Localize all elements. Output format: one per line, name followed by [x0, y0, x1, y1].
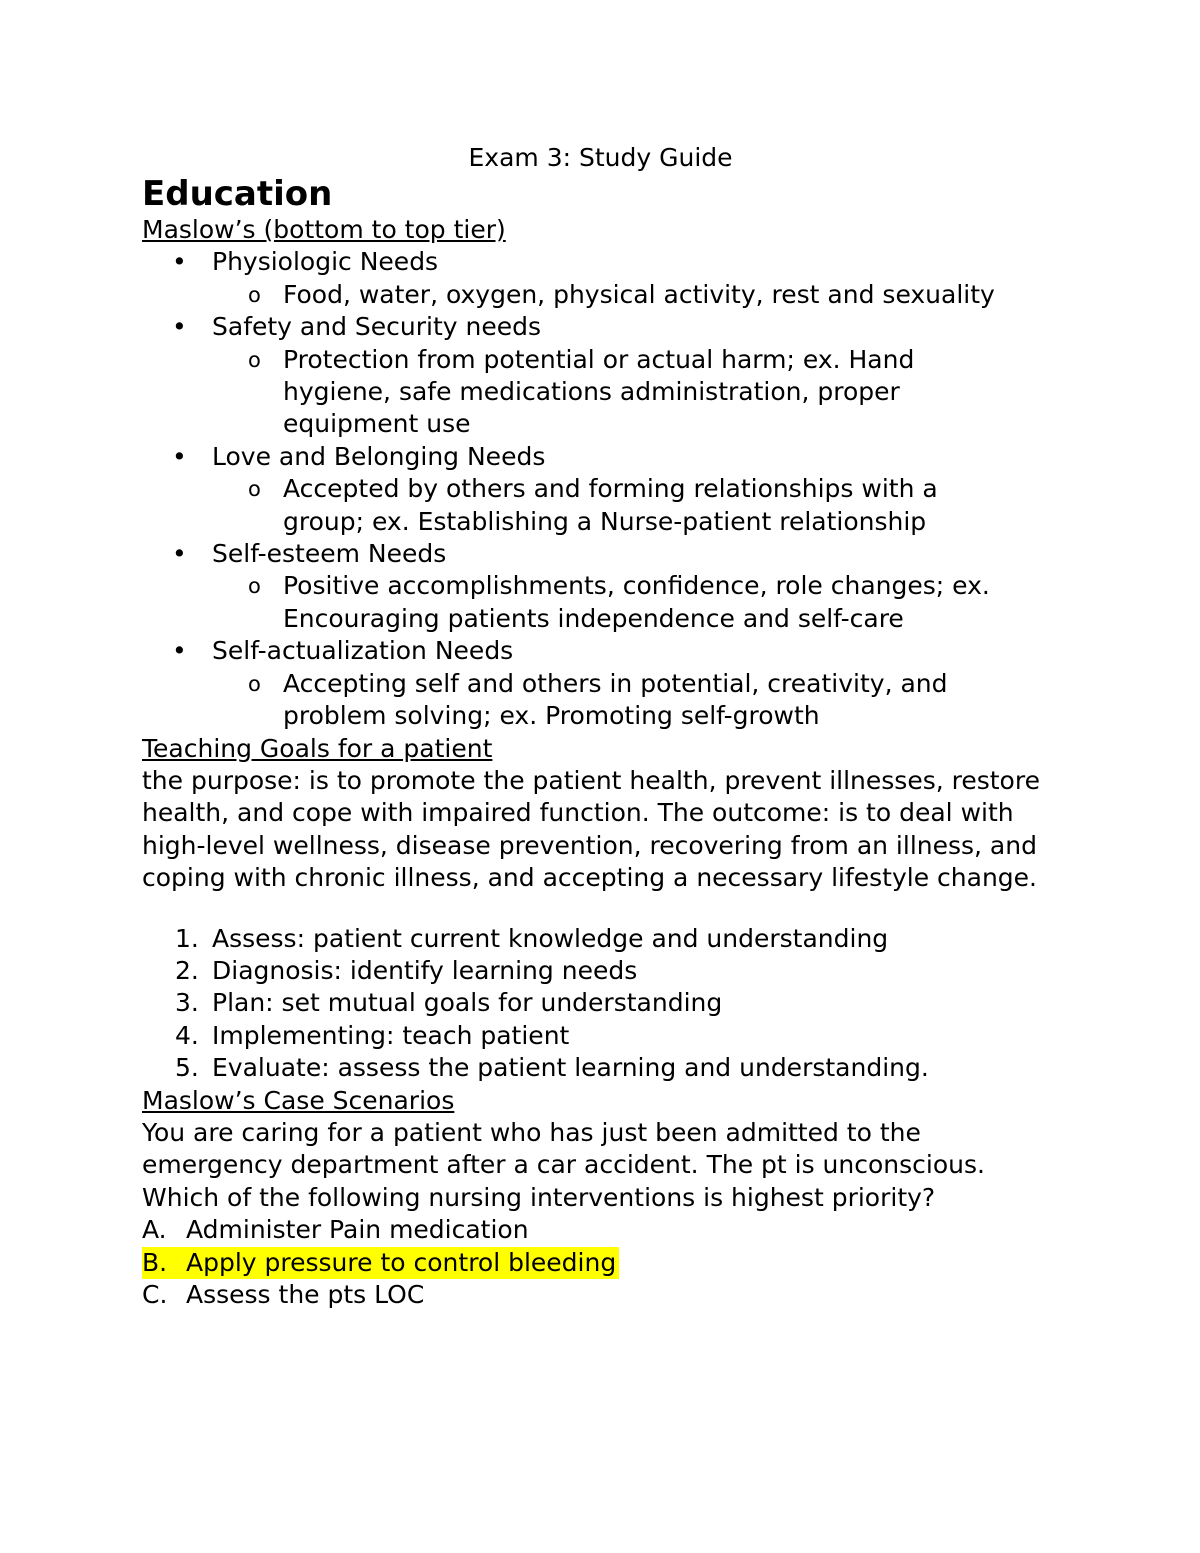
bullet-icon: • [172, 312, 187, 342]
list-item [142, 1020, 1042, 1052]
circle-bullet-icon: o [248, 574, 261, 599]
tier-detail: Food, water, oxygen, physical activity, rest and sexuality [283, 279, 995, 309]
tier-detail: Positive accomplishments, confidence, role changes; ex. Encouraging patients independence and self-care [283, 571, 990, 633]
tier-label: Physiologic Needs [212, 247, 439, 277]
step-number: 1. [175, 923, 199, 953]
document-body [142, 214, 1042, 1311]
option-text: Assess the pts LOC [186, 1280, 425, 1309]
tier-detail: Accepting self and others in potential, creativity, and problem solving; ex. Promoting self-growth [283, 668, 948, 731]
option-letter: C. [142, 1280, 168, 1309]
list-item [212, 668, 1023, 733]
list-item [142, 987, 1042, 1019]
answer-options [142, 1214, 1042, 1311]
tier-detail: Protection from potential or actual harm; ex. Hand hygiene, safe medications administration, proper equipment use [283, 344, 915, 439]
list-item [142, 311, 1042, 441]
scenario-question: You are caring for a patient who has just been admitted to the emergency department after a car accident. The pt is unconscious. Which of the following nursing interventions is highest priority? [142, 1117, 985, 1212]
maslow-subheading: Maslow’s (bottom to top tier) [142, 215, 506, 244]
section-heading-education: Education [142, 174, 333, 214]
list-item [212, 570, 1023, 635]
blank-line [142, 895, 1042, 923]
circle-bullet-icon: o [248, 282, 261, 307]
document-title: Exam 3: Study Guide [468, 143, 733, 172]
tier-detail-list [212, 473, 1042, 538]
list-item [142, 538, 1042, 635]
circle-bullet-icon: o [248, 477, 261, 502]
circle-bullet-icon: o [248, 671, 261, 696]
bullet-icon: • [172, 539, 187, 569]
step-text: Evaluate: assess the patient learning and understanding. [212, 1053, 929, 1083]
tier-detail-list [212, 279, 1042, 311]
step-text: Implementing: teach patient [212, 1020, 570, 1050]
list-item [212, 473, 1023, 538]
tier-detail-list [212, 668, 1042, 733]
teaching-paragraph: the purpose: is to promote the patient health, prevent illnesses, restore health, and cope with impaired function. The outcome: is to deal with high-level wellness, disease prevention, recovering from an illness, and coping with chronic illness, and accepting a necessary lifestyle change. [142, 765, 1040, 893]
scenarios-subheading: Maslow’s Case Scenarios [142, 1085, 455, 1115]
step-text: Diagnosis: identify learning needs [212, 955, 638, 985]
list-item [212, 279, 1023, 311]
tier-detail-list [212, 344, 1042, 441]
tier-detail-list [212, 570, 1042, 635]
tier-label: Love and Belonging Needs [212, 441, 546, 471]
list-item [142, 955, 1042, 987]
option-text: Administer Pain medication [186, 1215, 529, 1245]
answer-option-b-highlighted [142, 1247, 619, 1279]
list-item [142, 1052, 1042, 1084]
option-text: Apply pressure to control bleeding [186, 1247, 617, 1277]
tier-detail: Accepted by others and forming relationships with a group; ex. Establishing a Nurse-patient relationship [283, 474, 938, 536]
tier-label: Safety and Security needs [212, 312, 542, 342]
step-number: 4. [175, 1020, 199, 1050]
list-item [142, 923, 1042, 955]
list-item [142, 635, 1042, 732]
circle-bullet-icon: o [248, 347, 261, 372]
step-number: 3. [175, 988, 199, 1018]
list-item [212, 344, 1023, 441]
tier-label: Self-actualization Needs [212, 636, 514, 666]
teaching-subheading: Teaching Goals for a patient [142, 733, 493, 763]
list-item [142, 441, 1042, 538]
list-item [142, 246, 1042, 311]
bullet-icon: • [172, 441, 187, 471]
step-text: Plan: set mutual goals for understanding [212, 988, 723, 1018]
maslow-tier-list [142, 246, 1042, 732]
teaching-steps-list [142, 923, 1042, 1085]
tier-label: Self-esteem Needs [212, 539, 447, 569]
answer-option-c [142, 1279, 1042, 1311]
bullet-icon: • [172, 636, 187, 666]
step-text: Assess: patient current knowledge and understanding [212, 923, 889, 953]
option-letter: A. [142, 1215, 167, 1245]
step-number: 5. [175, 1053, 199, 1083]
answer-option-a [142, 1214, 1042, 1246]
bullet-icon: • [172, 247, 187, 277]
step-number: 2. [175, 955, 199, 985]
option-letter: B. [142, 1247, 168, 1277]
